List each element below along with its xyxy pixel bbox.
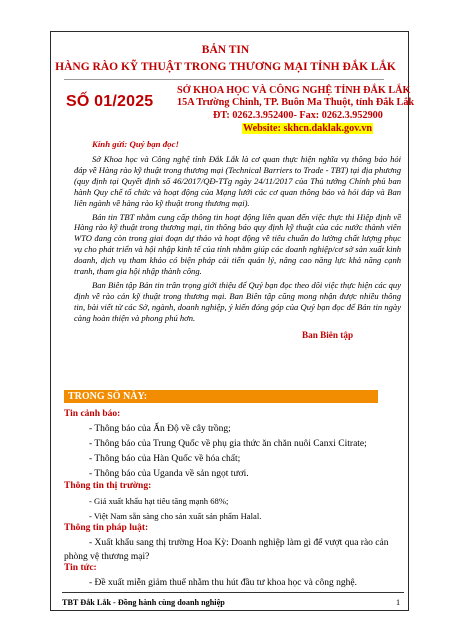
page-number: 1 xyxy=(396,598,401,607)
signature: Ban Biên tập xyxy=(302,330,354,340)
letter-paragraph: Ban Biên tập Bản tin trân trọng giới thiệu để Quý bạn đọc theo dõi việc thực hiện các quy định về rào cản kỹ thuật trong thương mại. Ban Biên tập cũng mong nhận được nhiều thông tin, bài viết từ các Sở, ngành, doanh nghiệp, ý kiến đóng góp của Quý bạn đọc để Bản tin ngày càng hoàn thiện và phong phú hơn. xyxy=(74,279,401,323)
toc-item[interactable]: - Thông báo của Trung Quốc về phụ gia thức ăn chăn nuôi Canxi Citrate; xyxy=(89,439,367,449)
toc-item[interactable]: - Thông báo của Uganda về sản ngọt tươi. xyxy=(89,469,249,479)
footer-divider xyxy=(62,592,404,593)
org-name: SỞ KHOA HỌC VÀ CÔNG NGHỆ TỈNH ĐẮK LẮK xyxy=(177,85,411,96)
toc-section-warnings: Tin cảnh báo: xyxy=(64,409,121,419)
letter-body xyxy=(74,154,401,327)
toc-item[interactable]: - Xuất khẩu sang thị trường Hoa Kỳ: Doanh nghiệp làm gì để vượt qua rào cản xyxy=(89,538,389,548)
toc-heading: TRONG SỐ NÀY: xyxy=(68,391,148,402)
toc-section-market: Thông tin thị trường: xyxy=(64,481,152,491)
toc-section-news: Tin tức: xyxy=(64,563,97,573)
letter-paragraph: Sở Khoa học và Công nghệ tỉnh Đắk Lắk là cơ quan thực hiện nghĩa vụ thông báo hỏi đáp về Hàng rào kỹ thuật trong thương mại (Technical Barriers to Trade - TBT) tại địa phương (quy định tại Quyết định số 46/2017/QĐ-TTg ngày 24/11/2017 của Thủ tướng Chính phủ ban hành Quy chế tổ chức và hoạt động của Mạng lưới các cơ quan thông báo và hỏi đáp và Ban liên ngành về hàng rào kỹ thuật trong thương mại). xyxy=(74,154,401,208)
org-website[interactable]: Website: skhcn.daklak.gov.vn xyxy=(243,123,373,134)
toc-item[interactable]: - Đề xuất miễn giảm thuế nhằm thu hút đầu tư khoa học và công nghệ. xyxy=(89,578,357,588)
toc-item-continued[interactable]: phòng vệ thương mại? xyxy=(64,552,150,562)
toc-item[interactable]: - Thông báo của Ấn Độ về cây trồng; xyxy=(89,424,231,434)
org-phone-fax: ĐT: 0262.3.952400- Fax: 0262.3.952900 xyxy=(213,110,383,121)
title-divider xyxy=(64,79,384,80)
toc-item[interactable]: - Việt Nam sẵn sàng cho sản xuất sản phẩm Halal. xyxy=(89,511,262,521)
bulletin-subtitle: HÀNG RÀO KỸ THUẬT TRONG THƯƠNG MẠI TỈNH ĐẮK LẮK xyxy=(55,61,396,73)
letter-paragraph: Bản tin TBT nhằm cung cấp thông tin hoạt động liên quan đến việc thực thi Hiệp định về Hàng rào kỹ thuật trong thương mại, tin thông báo quy định kỹ thuật của các nước thành viên WTO đang còn trong giai đoạn dự thảo và hoạt động về tiêu chuẩn đo lường chất lượng phục vụ cho phát triển và hội nhập kinh tế của tỉnh nhằm giúp các doanh nghiệp/cơ sở sản xuất kinh doanh, dịch vụ tham khảo có biện pháp cải tiến quản lý, nâng cao năng lực khả năng cạnh tranh, tham gia hội nhập thành công. xyxy=(74,211,401,277)
toc-section-law: Thông tin pháp luật: xyxy=(64,523,149,533)
toc-item[interactable]: - Thông báo của Hàn Quốc về hóa chất; xyxy=(89,454,241,464)
bulletin-title: BẢN TIN xyxy=(201,44,250,56)
letter-greeting: Kính gửi: Quý bạn đọc! xyxy=(92,139,179,149)
footer-slogan: TBT Đắk Lắk - Đồng hành cùng doanh nghiệp xyxy=(62,598,225,607)
toc-item[interactable]: - Giá xuất khẩu hạt tiêu tăng mạnh 68%; xyxy=(89,496,229,506)
org-address: 15A Trường Chinh, TP. Buôn Ma Thuột, tỉnh Đắk Lắk xyxy=(177,97,415,108)
issue-number: SỐ 01/2025 xyxy=(66,93,154,110)
